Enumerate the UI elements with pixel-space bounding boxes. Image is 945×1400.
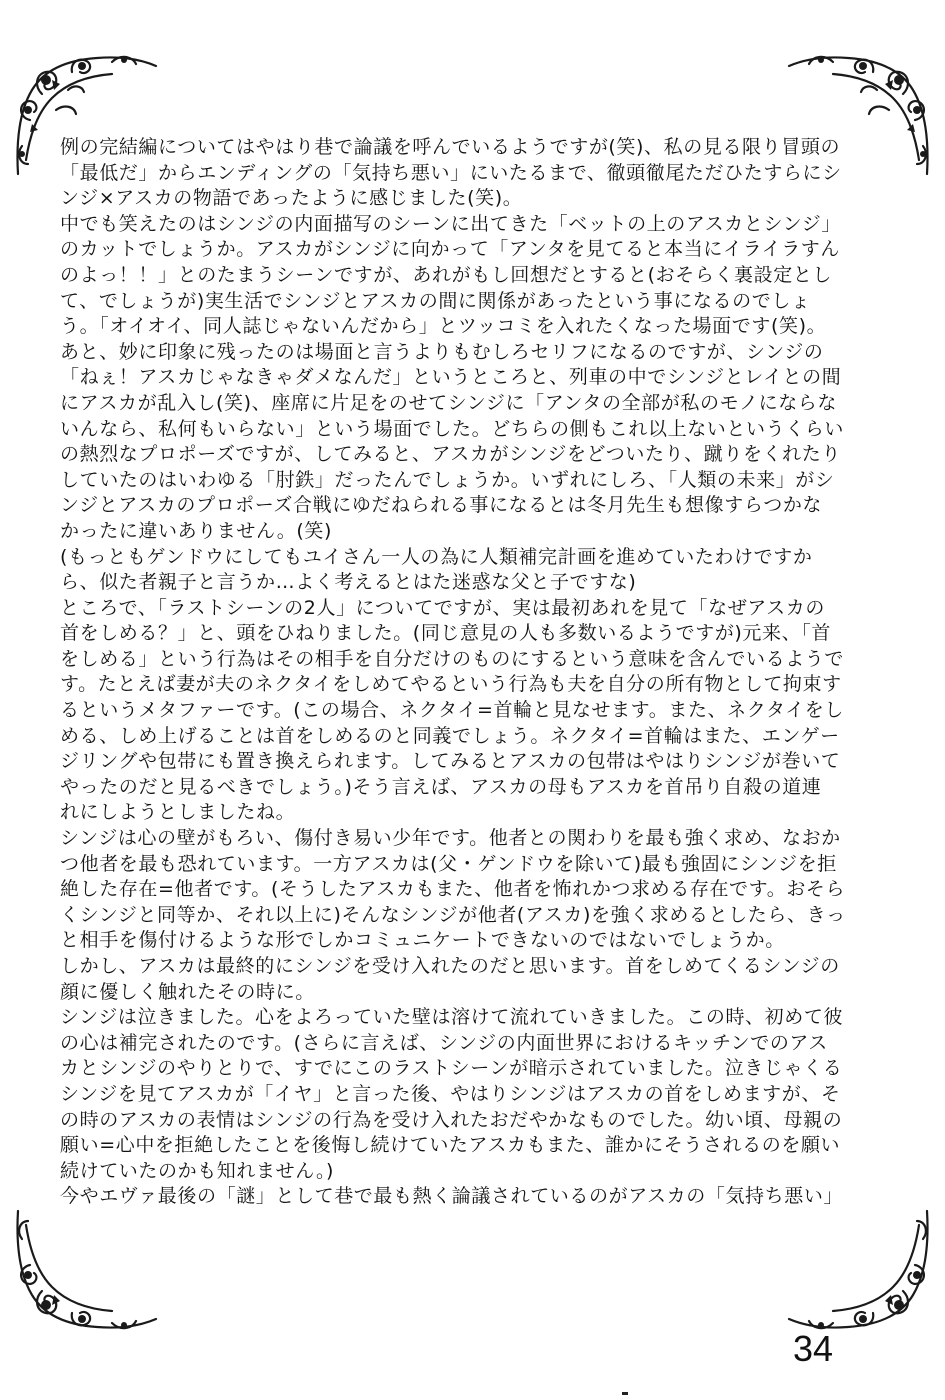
paragraph-6: シンジは心の壁がもろい、傷付き易い少年です。他者との関わりを最も強く求め、なおか つ他者を最も恐れています。一方アスカは(父・ゲンドウを除いて)最も強固にシンジを拒 絶した存在=他者です。(そうしたアスカもまた、他者を怖れかつ求める存在です。おそら くシンジと同等か、それ以上に)そんなシンジが他者(アスカ)を強く求めるとしたら、きっ と相手を傷付けるような形でしかコミュニケートできないのではないでしょうか。 <box>60 827 846 952</box>
paragraph-3: あと、妙に印象に残ったのは場面と言うよりもむしろセリフになるのですが、シンジの 「ねぇ！アスカじゃなきゃダメなんだ」というところと、列車の中でシンジとレイとの間 にアスカが乱入し(笑)、座席に片足をのせてシンジに「アンタの全部が私のモノにならな いんなら、私何もいらない」という場面でした。どちらの側もこれ以上ないというくらい の熱烈なプロポーズですが、してみると、アスカがシンジをどついたり、蹴りをくれたり していたのはいわゆる「肘鉄」だったんでしょうか。いずれにしろ、「人類の未来」がシ ンジとアスカのプロポーズ合戦にゆだねられる事になるとは冬月先生も想像すらつかな かったに違いありません。(笑) <box>60 340 845 542</box>
ornament-corner-bottom-left-icon <box>12 1205 162 1335</box>
page-number: 34 <box>792 1328 833 1369</box>
paragraph-5: ところで、「ラストシーンの2人」についてですが、実は最初あれを見て「なぜアスカの 首をしめる？」と、頭をひねりました。(同じ意見の人も多数いるようですが)元来、「首 をしめる」という行為はその相手を自分だけのものにするという意味を含んでいるようで す。たとえば妻が夫のネクタイをしめてやるという行為も夫を自分の所有物として拘束す るというメタファーです。(この場合、ネクタイ=首輪と見なせます。また、ネクタイをし める、しめ上げることは首をしめるのと同義でしょう。ネクタイ=首輪はまた、エンゲー ジリングや包帯にも置き換えられます。してみるとアスカの包帯はやはりシンジが巻いて やったのだと見るべきでしょう。)そう言えば、アスカの母もアスカを首吊り自殺の道連 れにしようとしましたね。 <box>60 596 845 824</box>
paragraph-7: しかし、アスカは最終的にシンジを受け入れたのだと思います。首をしめてくるシンジの 顔に優しく触れたその時に。 <box>60 955 840 1003</box>
paragraph-8: シンジは泣きました。心をよろっていた壁は溶けて流れていきました。この時、初めて彼 の心は補完されたのです。(さらに言えば、シンジの内面世界におけるキッチンでのアス カとシンジのやりとりで、すでにこのラストシーンが暗示されていました。泣きじゃくる シンジを見てアスカが「イヤ」と言った後、やはりシンジはアスカの首をしめますが、そ の時のアスカの表情はシンジの行為を受け入れたおだやかなものでした。幼い頃、母親の 願い=心中を拒絶したことを後悔し続けていたアスカもまた、誰かにそうされるのを願い 続けていたのかも知れません。) <box>60 1006 844 1182</box>
paragraph-4: (もっともゲンドウにしてもユイさん一人の為に人類補完計画を進めていたわけですか ら、似た者親子と言うか…よく考えるとはた迷惑な父と子ですな) <box>60 545 813 594</box>
ornament-corner-bottom-right-icon <box>783 1205 933 1335</box>
paragraph-9: 今やエヴァ最後の「謎」として巷で最も熱く論議されているのがアスカの「気持ち悪い」 <box>60 1185 844 1208</box>
paragraph-2: 中でも笑えたのはシンジの内面描写のシーンに出てきた「ベットの上のアスカとシンジ」 のカットでしょうか。アスカがシンジに向かって「アンタを見てると本当にイライラすん のよっ！！」とのたまうシーンですが、あれがもし回想だとすると(おそらく裏設定とし て、でしょうが)実生活でシンジとアスカの間に関係があったという事になるのでしょ う。「オイオイ、同人誌じゃないんだから」とツッコミを入れたくなった場面です(笑)。 <box>60 212 841 338</box>
scan-mark <box>622 1392 628 1395</box>
essay-body <box>60 135 850 1210</box>
paragraph-1: 例の完結編についてはやはり巷で論議を呼んでいるようですが(笑)、私の見る限り冒頭の 「最低だ」からエンディングの「気持ち悪い」にいたるまで、徹頭徹尾ただひたすらにシ ンジ×アスカの物語であったように感じました(笑)。 <box>60 136 842 210</box>
